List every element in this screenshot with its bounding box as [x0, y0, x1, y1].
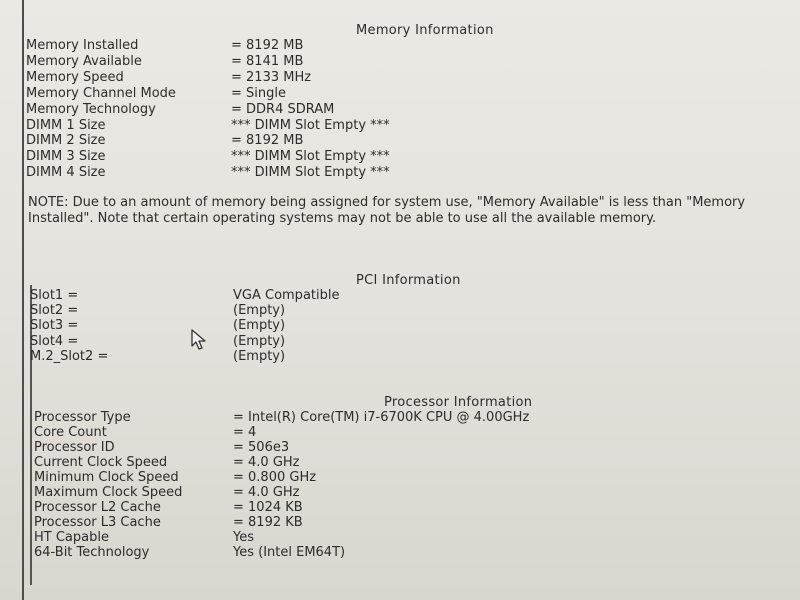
processor-value: = Intel(R) Core(TM) i7-6700K CPU @ 4.00GHz [233, 410, 530, 425]
processor-section-title: Processor Information [384, 395, 533, 410]
processor-label: Core Count [34, 425, 107, 440]
pci-section-title: PCI Information [356, 273, 461, 288]
processor-label: Minimum Clock Speed [34, 470, 179, 485]
memory-label: DIMM 4 Size [26, 165, 106, 180]
processor-value: = 1024 KB [233, 500, 303, 515]
memory-note: NOTE: Due to an amount of memory being assigned for system use, "Memory Available" is less than "Memory Installed". Note that certain operating systems may not be able to use all the available memory. [28, 195, 746, 226]
pci-label: Slot3 = [30, 318, 79, 333]
processor-value: = 506e3 [233, 440, 290, 455]
processor-label: 64-Bit Technology [34, 545, 150, 560]
processor-label: Maximum Clock Speed [34, 485, 183, 500]
memory-value: = 8192 MB [231, 133, 304, 148]
left-border [22, 0, 24, 600]
processor-label: Processor ID [34, 440, 115, 455]
memory-value: = 2133 MHz [231, 70, 312, 85]
pci-value: (Empty) [233, 303, 286, 318]
processor-value: Yes (Intel EM64T) [233, 545, 346, 560]
processor-value: = 8192 KB [233, 515, 303, 530]
processor-label: HT Capable [34, 530, 109, 545]
pci-value: (Empty) [233, 318, 286, 333]
mouse-pointer-icon [190, 328, 210, 352]
processor-label: Processor Type [34, 410, 131, 425]
processor-value: = 4.0 GHz [233, 455, 300, 470]
memory-value: = Single [231, 86, 286, 101]
memory-value: *** DIMM Slot Empty *** [231, 118, 390, 133]
pci-label: Slot1 = [30, 288, 79, 303]
pci-value: (Empty) [233, 349, 286, 364]
memory-label: Memory Channel Mode [26, 86, 176, 101]
processor-label: Current Clock Speed [34, 455, 168, 470]
pci-label: M.2_Slot2 = [30, 349, 109, 364]
memory-value: *** DIMM Slot Empty *** [231, 149, 390, 164]
processor-value: = 0.800 GHz [233, 470, 317, 485]
memory-label: Memory Speed [26, 70, 124, 85]
memory-value: = DDR4 SDRAM [231, 102, 335, 117]
memory-section-title: Memory Information [356, 23, 494, 38]
memory-label: Memory Technology [26, 102, 156, 117]
memory-label: Memory Available [26, 54, 142, 69]
processor-label: Processor L3 Cache [34, 515, 161, 530]
processor-value: = 4 [233, 425, 257, 440]
memory-value: *** DIMM Slot Empty *** [231, 165, 390, 180]
processor-label: Processor L2 Cache [34, 500, 161, 515]
memory-value: = 8192 MB [231, 38, 304, 53]
pci-value: (Empty) [233, 334, 286, 349]
memory-label: Memory Installed [26, 38, 139, 53]
memory-label: DIMM 3 Size [26, 149, 106, 164]
pci-label: Slot2 = [30, 303, 79, 318]
pci-value: VGA Compatible [233, 288, 340, 303]
pci-label: Slot4 = [30, 334, 79, 349]
processor-value: = 4.0 GHz [233, 485, 300, 500]
processor-value: Yes [233, 530, 254, 545]
memory-label: DIMM 2 Size [26, 133, 106, 148]
memory-value: = 8141 MB [231, 54, 304, 69]
memory-label: DIMM 1 Size [26, 118, 106, 133]
